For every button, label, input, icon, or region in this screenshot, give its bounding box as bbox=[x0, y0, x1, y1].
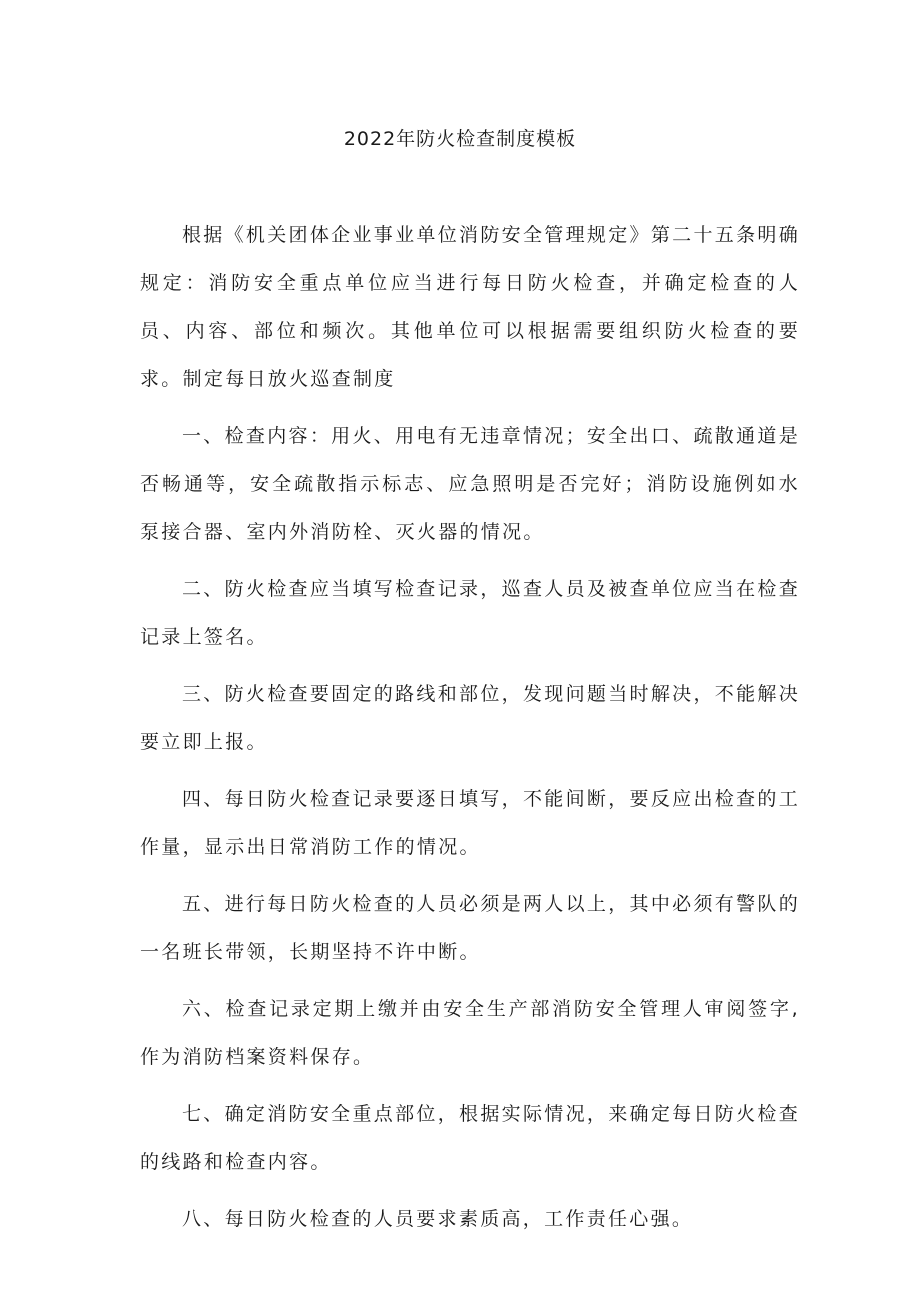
paragraph-item-1: 一、检查内容：用火、用电有无违章情况；安全出口、疏散通道是否畅通等，安全疏散指示标志、应急照明是否完好；消防设施例如水泵接合器、室内外消防栓、灭火器的情况。 bbox=[140, 425, 800, 543]
paragraph-item-4: 四、每日防火检查记录要逐日填写，不能间断，要反应出检查的工作量，显示出日常消防工作的情况。 bbox=[140, 788, 800, 858]
paragraph-item-6: 六、检查记录定期上缴并由安全生产部消防安全管理人审阅签字,作为消防档案资料保存。 bbox=[140, 998, 800, 1068]
paragraph-item-2: 二、防火检查应当填写检查记录，巡查人员及被查单位应当在检查记录上签名。 bbox=[140, 578, 800, 648]
paragraph-item-3: 三、防火检查要固定的路线和部位，发现问题当时解决，不能解决要立即上报。 bbox=[140, 683, 800, 753]
paragraph-intro: 根据《机关团体企业事业单位消防安全管理规定》第二十五条明确规定：消防安全重点单位应当进行每日防火检查，并确定检查的人员、内容、部位和频次。其他单位可以根据需要组织防火检查的要求。制定每日放火巡查制度 bbox=[140, 224, 800, 390]
page-title: 2022年防火检查制度模板 bbox=[343, 128, 577, 150]
paragraph-item-8: 八、每日防火检查的人员要求素质高，工作责任心强。 bbox=[182, 1208, 694, 1230]
paragraph-item-5: 五、进行每日防火检查的人员必须是两人以上，其中必须有警队的一名班长带领，长期坚持不许中断。 bbox=[140, 893, 800, 963]
document-body bbox=[140, 211, 800, 1252]
paragraph-item-7: 七、确定消防安全重点部位，根据实际情况，来确定每日防火检查的线路和检查内容。 bbox=[140, 1103, 800, 1173]
